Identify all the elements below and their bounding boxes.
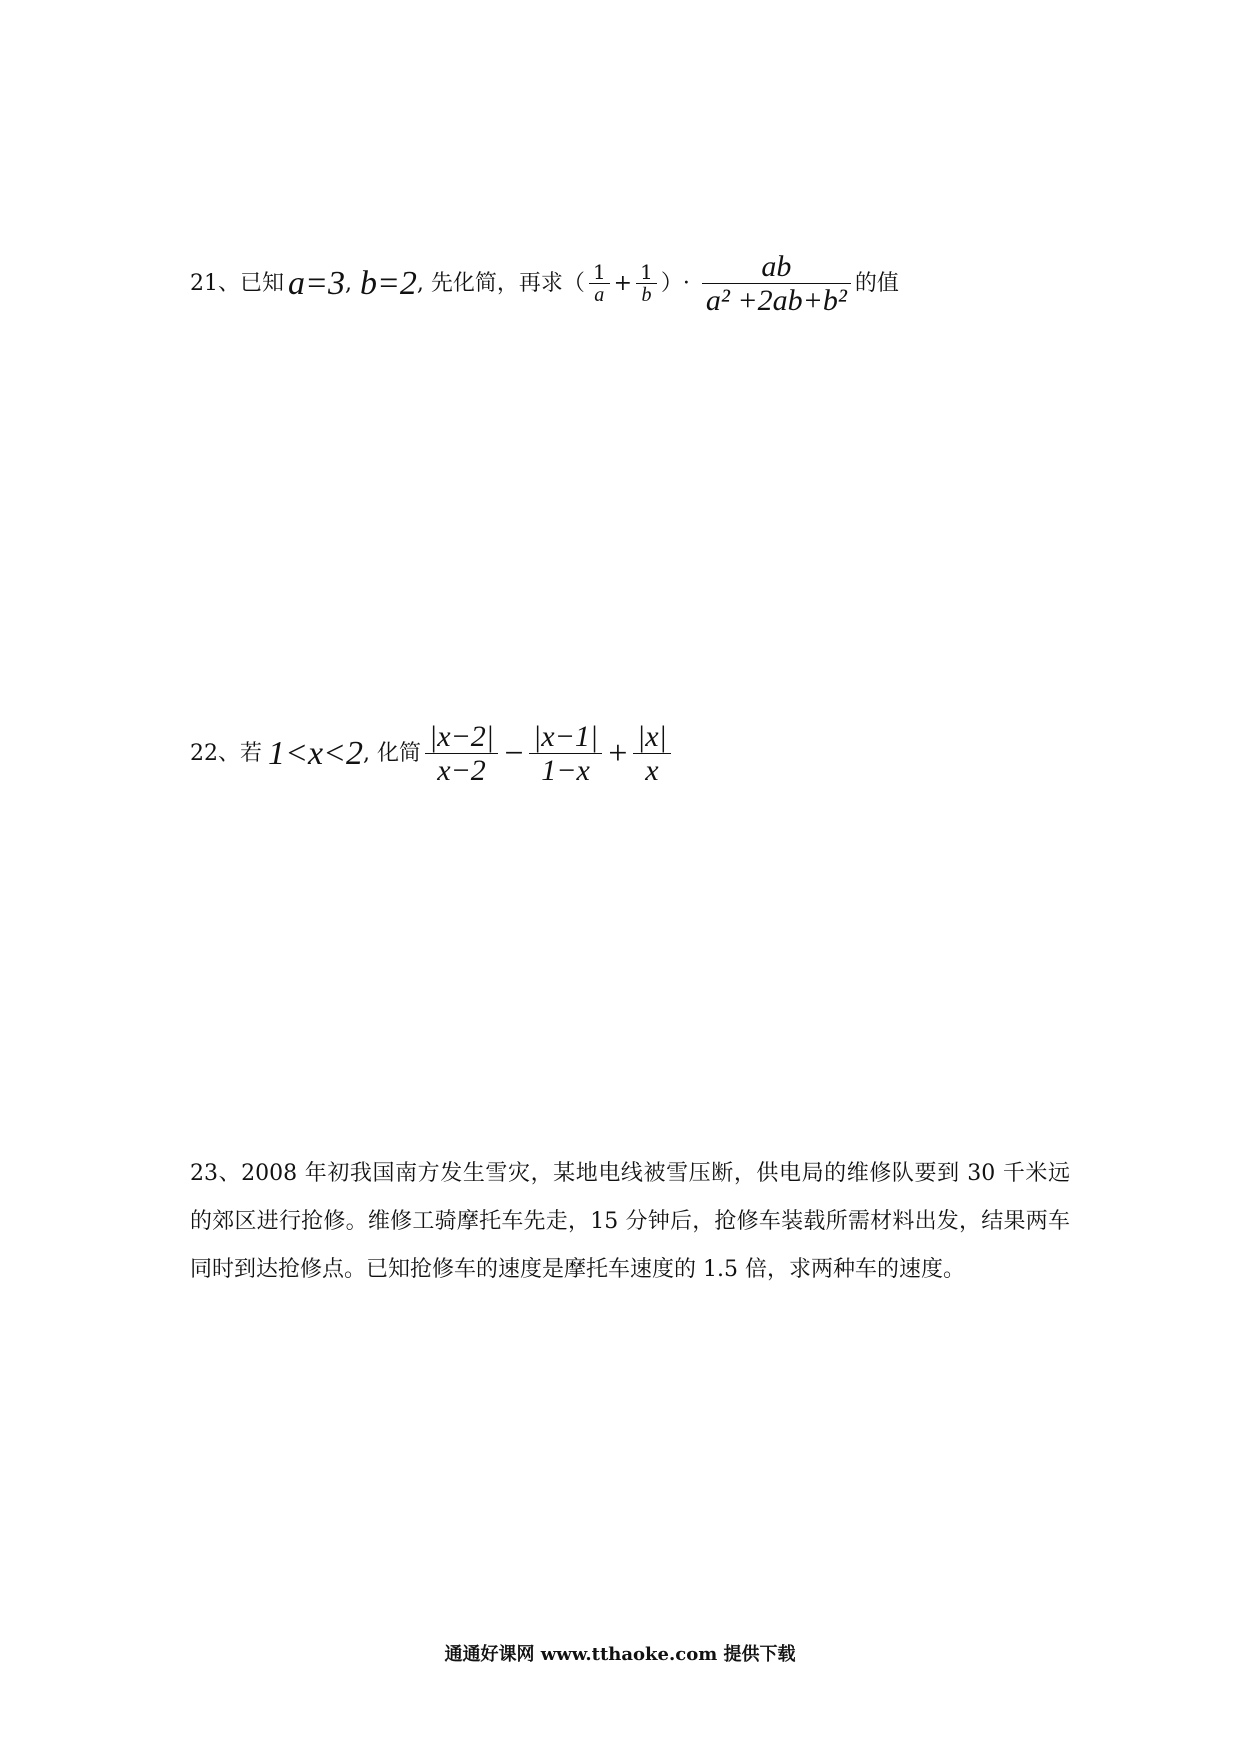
- denominator: b: [641, 284, 652, 306]
- footer-watermark: 通通好课网 www.tthaoke.com 提供下载: [444, 1644, 796, 1665]
- separator: ,: [344, 270, 352, 296]
- question-number: 22、: [190, 740, 240, 766]
- numerator: 1: [592, 260, 606, 284]
- term-3: [633, 720, 671, 787]
- condition-a: a=3: [288, 264, 345, 302]
- question-text: 2008 年初我国南方发生雪灾，某地电线被雪压断，供电局的维修队要到 30 千米远的郊区进行抢修。维修工骑摩托车先走，15 分钟后，抢修车装载所需材料出发，结果两车同时到达抢修点。已知抢修车的速度是摩托车速度的 1.5 倍，求两种车的速度。: [190, 1161, 1070, 1282]
- numerator: 1: [640, 260, 653, 284]
- denominator: a² +2ab+b²: [705, 284, 847, 317]
- question-text: , 先化简，再求: [416, 270, 563, 296]
- numerator: |x−1|: [533, 720, 599, 753]
- dot-operator: ·: [682, 270, 690, 296]
- fraction-ab-over-square: [702, 250, 851, 317]
- term-1: [425, 720, 498, 787]
- plus-sign: +: [613, 270, 633, 296]
- denominator: a: [594, 284, 605, 306]
- plus-sign: +: [606, 734, 630, 772]
- question-text: , 化简: [363, 740, 421, 766]
- question-23: [190, 1150, 1070, 1294]
- paren-open: （: [562, 270, 585, 296]
- question-21: [190, 250, 899, 317]
- term-2: [529, 720, 602, 787]
- denominator: x−2: [437, 754, 486, 787]
- fraction-1-over-b: [636, 261, 657, 306]
- minus-sign: −: [502, 734, 526, 772]
- question-text: 已知: [240, 270, 285, 296]
- paren-close: ）: [660, 270, 683, 296]
- question-number: 21、: [190, 270, 240, 296]
- question-number: 23、: [190, 1161, 242, 1186]
- condition-range: 1<x<2: [268, 734, 363, 772]
- question-text: 的值: [854, 270, 899, 296]
- question-text: 若: [240, 740, 263, 766]
- denominator: x: [645, 754, 659, 787]
- numerator: |x−2|: [429, 720, 495, 753]
- numerator: ab: [761, 250, 792, 283]
- numerator: |x|: [637, 720, 667, 753]
- fraction-1-over-a: [589, 261, 610, 306]
- question-22: [190, 720, 675, 787]
- denominator: 1−x: [541, 754, 590, 787]
- condition-b: b=2: [359, 264, 417, 302]
